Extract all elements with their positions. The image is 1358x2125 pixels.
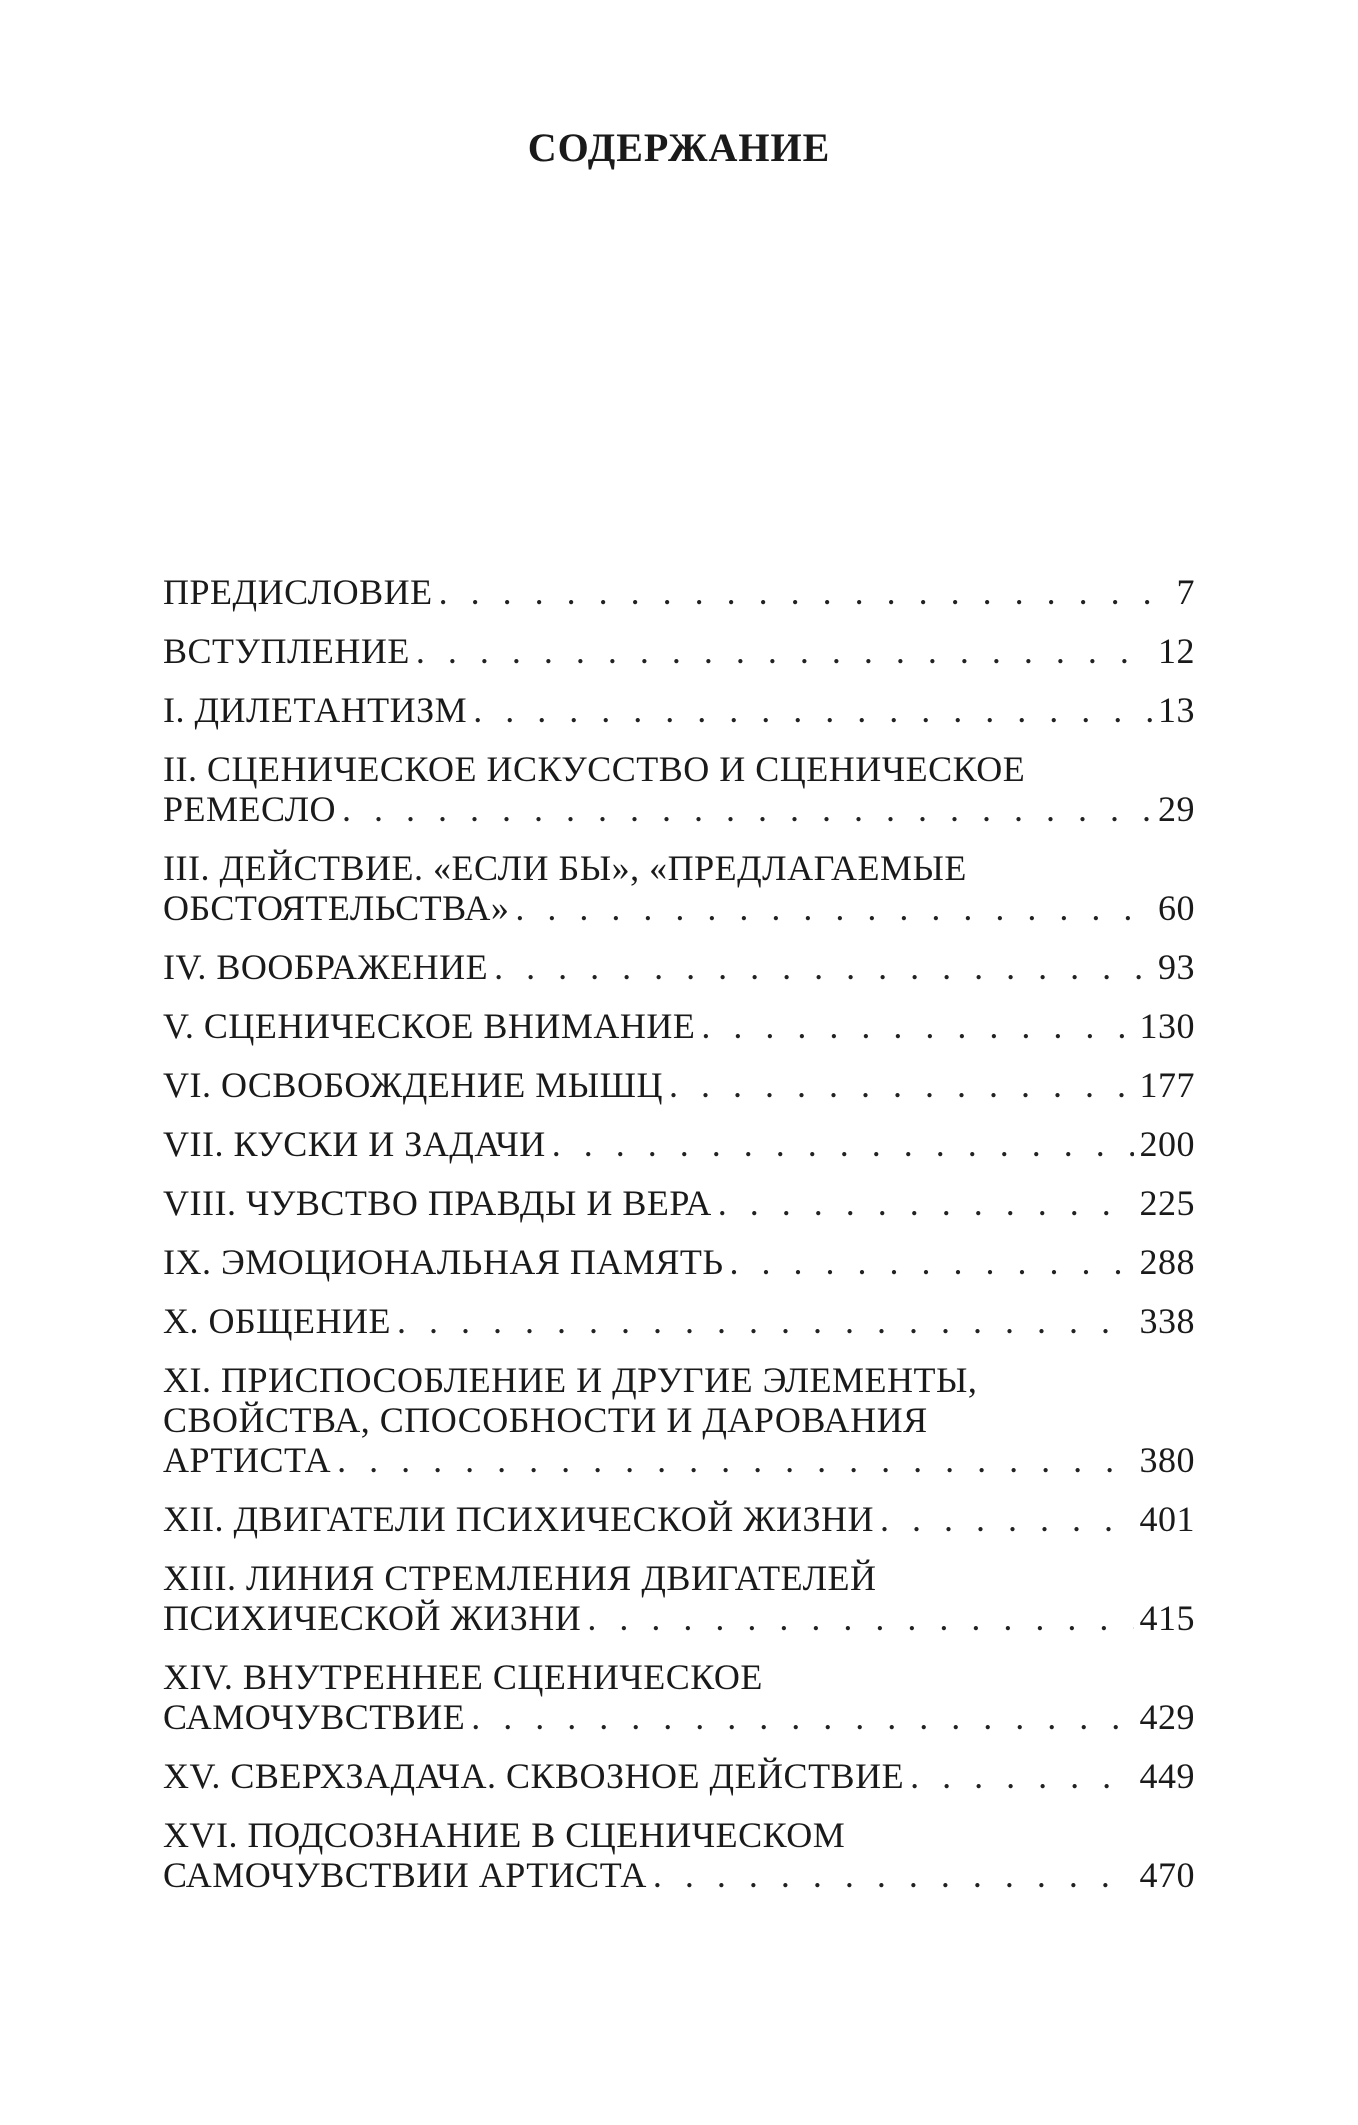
toc-entry-page: 29 (1158, 789, 1195, 829)
toc-entry-lead: II. СЦЕНИЧЕСКОЕ ИСКУССТВО И СЦЕНИЧЕСКОЕ (163, 749, 1026, 789)
toc-entry (163, 690, 1195, 730)
toc-entry-page: 200 (1139, 1124, 1195, 1164)
toc-entry (163, 1065, 1195, 1105)
dot-leader (342, 789, 1152, 829)
toc-entry (163, 848, 1195, 928)
toc-entry-page: 7 (1176, 572, 1195, 612)
toc-entry-lead: XI. ПРИСПОСОБЛЕНИЕ И ДРУГИЕ ЭЛЕМЕНТЫ, СВОЙСТВА, СПОСОБНОСТИ И ДАРОВАНИЯ (163, 1360, 978, 1440)
toc-entry (163, 572, 1195, 612)
dot-leader (473, 690, 1152, 730)
dot-leader (910, 1756, 1133, 1796)
toc-entry-page: 401 (1139, 1499, 1195, 1539)
dot-leader (653, 1855, 1134, 1895)
toc-entry (163, 1558, 1195, 1638)
toc-entry-page: 12 (1158, 631, 1195, 671)
dot-leader (494, 947, 1152, 987)
toc-entry-page: 449 (1139, 1756, 1195, 1796)
dot-leader (587, 1598, 1133, 1638)
toc-entry (163, 1006, 1195, 1046)
toc-entry-title: ОБСТОЯТЕЛЬСТВА» (163, 888, 510, 928)
dot-leader (439, 572, 1171, 612)
dot-leader (552, 1124, 1134, 1164)
toc-entry (163, 947, 1195, 987)
toc-entry-page: 177 (1139, 1065, 1195, 1105)
toc-entry (163, 1499, 1195, 1539)
dot-leader (397, 1301, 1134, 1341)
toc-entry-title: VII. КУСКИ И ЗАДАЧИ (163, 1124, 546, 1164)
toc-entry-page: 13 (1158, 690, 1195, 730)
dot-leader (471, 1697, 1133, 1737)
toc-entry-title: АРТИСТА (163, 1440, 332, 1480)
toc-entry-title: РЕМЕСЛО (163, 789, 337, 829)
toc-entry-page: 338 (1139, 1301, 1195, 1341)
toc-entry-title: I. ДИЛЕТАНТИЗМ (163, 690, 468, 730)
toc-entry-page: 288 (1139, 1242, 1195, 1282)
toc-entry-title: САМОЧУВСТВИИ АРТИСТА (163, 1855, 647, 1895)
dot-leader (515, 888, 1152, 928)
toc-entry (163, 1360, 1195, 1480)
page-title: СОДЕРЖАНИЕ (527, 125, 831, 170)
dot-leader (880, 1499, 1134, 1539)
toc-entry-title: X. ОБЩЕНИЕ (163, 1301, 391, 1341)
toc-entry-lead: III. ДЕЙСТВИЕ. «ЕСЛИ БЫ», «ПРЕДЛАГАЕМЫЕ (163, 848, 967, 888)
toc-entry (163, 1657, 1195, 1737)
dot-leader (669, 1065, 1134, 1105)
toc-entry-page: 93 (1158, 947, 1195, 987)
toc-entry-page: 415 (1139, 1598, 1195, 1638)
toc-entry-title: САМОЧУВСТВИЕ (163, 1697, 466, 1737)
toc-entry-title: IV. ВООБРАЖЕНИЕ (163, 947, 489, 987)
toc-entry (163, 749, 1195, 829)
toc-entry-title: VIII. ЧУВСТВО ПРАВДЫ И ВЕРА (163, 1183, 712, 1223)
dot-leader (730, 1242, 1134, 1282)
table-of-contents (163, 572, 1195, 1914)
toc-entry-title: IX. ЭМОЦИОНАЛЬНАЯ ПАМЯТЬ (163, 1242, 724, 1282)
toc-entry-page: 130 (1139, 1006, 1195, 1046)
toc-entry-page: 470 (1139, 1855, 1195, 1895)
toc-entry (163, 1242, 1195, 1282)
toc-entry-title: XII. ДВИГАТЕЛИ ПСИХИЧЕСКОЙ ЖИЗНИ (163, 1499, 874, 1539)
toc-entry-lead: XVI. ПОДСОЗНАНИЕ В СЦЕНИЧЕСКОМ (163, 1815, 846, 1855)
toc-entry-page: 60 (1158, 888, 1195, 928)
toc-entry (163, 1301, 1195, 1341)
toc-entry-title: ПСИХИЧЕСКОЙ ЖИЗНИ (163, 1598, 582, 1638)
toc-entry-title: ПРЕДИСЛОВИЕ (163, 572, 433, 612)
toc-entry-lead: XIV. ВНУТРЕННЕЕ СЦЕНИЧЕСКОЕ (163, 1657, 763, 1697)
toc-entry (163, 1756, 1195, 1796)
dot-leader (701, 1006, 1133, 1046)
dot-leader (416, 631, 1152, 671)
dot-leader (718, 1183, 1134, 1223)
toc-entry (163, 631, 1195, 671)
toc-entry (163, 1815, 1195, 1895)
toc-entry-lead: XIII. ЛИНИЯ СТРЕМЛЕНИЯ ДВИГАТЕЛЕЙ (163, 1558, 877, 1598)
toc-entry-title: XV. СВЕРХЗАДАЧА. СКВОЗНОЕ ДЕЙСТВИЕ (163, 1756, 905, 1796)
toc-entry-title: VI. ОСВОБОЖДЕНИЕ МЫШЦ (163, 1065, 663, 1105)
toc-entry (163, 1124, 1195, 1164)
toc-entry-page: 380 (1139, 1440, 1195, 1480)
toc-entry (163, 1183, 1195, 1223)
toc-entry-page: 429 (1139, 1697, 1195, 1737)
dot-leader (337, 1440, 1133, 1480)
toc-entry-title: ВСТУПЛЕНИЕ (163, 631, 410, 671)
toc-entry-title: V. СЦЕНИЧЕСКОЕ ВНИМАНИЕ (163, 1006, 696, 1046)
toc-entry-page: 225 (1139, 1183, 1195, 1223)
